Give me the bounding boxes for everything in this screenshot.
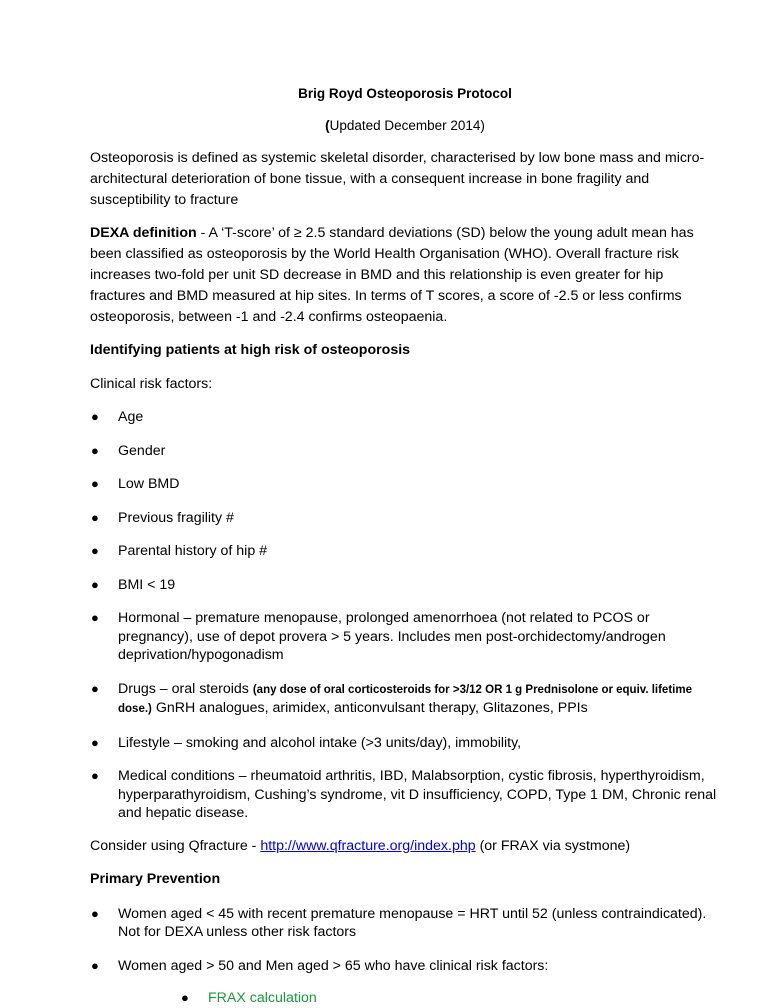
list-item (90, 609, 720, 665)
bullet-icon: ● (91, 610, 99, 625)
list-item (90, 542, 720, 561)
list-item (90, 408, 720, 427)
risk-medical: Medical conditions – rheumatoid arthritis, IBD, Malabsorption, cystic fibrosis, hyperthyroidism, hyperparathyroidism, Cushing’s syndrome, vit D insufficiency, COPD, Type 1 DM, Chronic renal and hepatic disease. (118, 768, 717, 821)
bullet-icon: ● (91, 509, 99, 525)
risk-gender: Gender (118, 442, 166, 459)
list-item (90, 734, 720, 753)
clinical-risk-label: Clinical risk factors: (90, 376, 213, 392)
qfracture-link[interactable]: http://www.qfracture.org/index.php (260, 837, 476, 854)
heading-high-risk: Identifying patients at high risk of osteoporosis (90, 342, 411, 358)
primary-sub-list (90, 989, 720, 1008)
risk-drugs-prefix: Drugs – oral steroids (118, 680, 253, 697)
risk-hormonal: Hormonal – premature menopause, prolonged amenorrhoea (not related to PCOS or pregnancy), use of depot provera > 5 years. Includes men post-orchidectomy/androgen deprivation/hypogonadism (118, 610, 666, 663)
list-item (180, 989, 720, 1008)
primary-women-45: Women aged < 45 with recent premature menopause = HRT until 52 (unless contraindicated). Not for DEXA unless other risk factors (118, 905, 707, 940)
risk-bmi: BMI < 19 (118, 576, 176, 593)
bullet-icon: ● (91, 409, 99, 424)
list-item (90, 767, 720, 823)
list-item (90, 442, 720, 461)
bullet-icon: ● (91, 905, 99, 921)
risk-low-bmd: Low BMD (118, 476, 180, 492)
intro-paragraph: Osteoporosis is defined as systemic skeletal disorder, characterised by low bone mass and micro-architectural deterioration of bone tissue, with a consequent increase in bone fragility and susceptibility to fracture (90, 150, 705, 208)
primary-women-50: Women aged > 50 and Men aged > 65 who have clinical risk factors: (118, 957, 549, 974)
bullet-icon: ● (91, 543, 99, 558)
document-subtitle (90, 116, 720, 136)
risk-drugs-bold: (any dose of oral corticosteroids for >3/12 OR 1 g Prednisolone or equiv. lifetime dose.) (118, 683, 692, 715)
risk-factor-list (90, 408, 720, 823)
dexa-text: - A ‘T-score’ of ≥ 2.5 standard deviations (SD) below the young adult mean has been classified as osteoporosis by the World Health Organisation (WHO). Overall fracture risk increases two-fold per unit SD decrease in BMD and this relationship is even greater for hip fractures and BMD measured at hip sites. In terms of T scores, a score of -2.5 or less confirms osteoporosis, between -1 and -2.4 confirms osteopaenia. (90, 225, 694, 325)
consider-suffix: (or FRAX via systmone) (475, 837, 631, 854)
list-item (90, 905, 720, 942)
consider-paragraph (90, 836, 720, 857)
bullet-icon: ● (91, 957, 99, 973)
risk-age: Age (118, 409, 144, 425)
bullet-icon: ● (181, 990, 189, 1005)
bullet-icon: ● (91, 442, 99, 458)
risk-lifestyle: Lifestyle – smoking and alcohol intake (>3 units/day), immobility, (118, 734, 522, 751)
dexa-label: DEXA definition (90, 225, 197, 241)
subtitle-paren: ( (325, 118, 330, 133)
document-title: Brig Royd Osteoporosis Protocol (298, 86, 512, 101)
risk-parental: Parental history of hip # (118, 543, 268, 559)
bullet-icon: ● (91, 734, 99, 750)
list-item (90, 475, 720, 494)
bullet-icon: ● (91, 680, 99, 696)
dexa-paragraph (90, 223, 720, 328)
subtitle-text: Updated December 2014) (329, 118, 485, 133)
bullet-icon: ● (91, 476, 99, 491)
document-body (90, 72, 720, 1008)
list-item (90, 576, 720, 595)
bullet-icon: ● (91, 576, 99, 592)
list-item (90, 680, 720, 719)
heading-primary-prevention: Primary Prevention (90, 870, 221, 887)
risk-drugs-suffix: GnRH analogues, arimidex, anticonvulsant therapy, Glitazones, PPIs (151, 700, 588, 716)
primary-prevention-list (90, 905, 720, 976)
risk-fragility: Previous fragility # (118, 509, 234, 526)
bullet-icon: ● (91, 768, 99, 783)
frax-calculation: FRAX calculation (208, 990, 317, 1006)
list-item (90, 957, 720, 976)
consider-prefix: Consider using Qfracture - (90, 837, 261, 854)
list-item (90, 509, 720, 528)
